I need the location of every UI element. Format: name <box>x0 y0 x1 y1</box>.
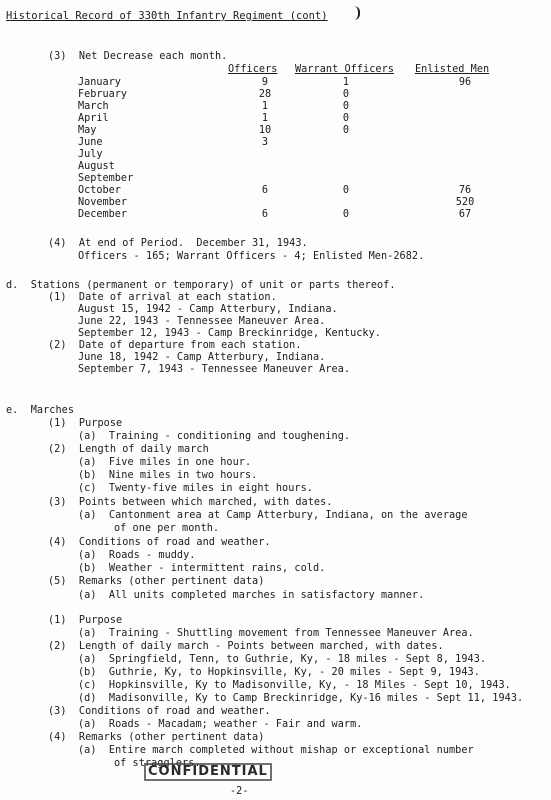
march-line: (2) Length of daily march <box>48 444 209 455</box>
table-row <box>78 149 518 161</box>
enlisted-cell: 76 <box>458 185 472 196</box>
officers-cell: 28 <box>258 89 272 100</box>
enlisted-cell: 67 <box>458 209 472 220</box>
march-line: (b) Guthrie, Ky, to Hopkinsville, Ky, - 20 miles - Sept 9, 1943. <box>78 667 480 678</box>
march-line: (5) Remarks (other pertinent data) <box>48 576 265 587</box>
table-row <box>78 101 518 113</box>
month-cell: October <box>78 185 121 196</box>
net-decrease-label: (3) Net Decrease each month. <box>48 51 228 62</box>
month-cell: May <box>78 125 97 136</box>
page-number: -2- <box>230 786 249 797</box>
table-row <box>78 113 518 125</box>
month-cell: February <box>78 89 128 100</box>
warrant-cell: 0 <box>342 125 350 136</box>
table-row <box>78 125 518 137</box>
col-header-enlisted-men: Enlisted Men <box>415 64 490 75</box>
march-line: (a) Roads - muddy. <box>78 550 196 561</box>
table-row <box>78 77 518 89</box>
enlisted-cell: 96 <box>458 77 472 88</box>
enlisted-cell: 520 <box>455 197 475 208</box>
march-line: of one per month. <box>114 523 220 534</box>
warrant-cell: 0 <box>342 209 350 220</box>
march-line: (4) Remarks (other pertinent data) <box>48 732 265 743</box>
stations-heading: d. Stations (permanent or temporary) of unit or parts thereof. <box>6 280 396 291</box>
officers-cell: 10 <box>258 125 272 136</box>
march-line: (a) All units completed marches in satisfactory manner. <box>78 590 425 601</box>
march-line: (d) Madisonville, Ky to Camp Breckinridge, Ky-16 miles - Sept 11, 1943. <box>78 693 524 704</box>
officers-cell: 9 <box>261 77 269 88</box>
march-line: (2) Length of daily march - Points between marched, with dates. <box>48 641 444 652</box>
col-header-officers: Officers <box>228 64 278 75</box>
march-line: (4) Conditions of road and weather. <box>48 537 271 548</box>
table-row <box>78 173 518 185</box>
arrival-item: August 15, 1942 - Camp Atterbury, Indiana. <box>78 304 338 315</box>
officers-cell: 6 <box>261 209 269 220</box>
march-line: (1) Purpose <box>48 615 123 626</box>
march-line: (a) Training - Shuttling movement from Tennessee Maneuver Area. <box>78 628 474 639</box>
month-cell: March <box>78 101 109 112</box>
table-row <box>78 137 518 149</box>
march-line: (3) Points between which marched, with dates. <box>48 497 333 508</box>
month-cell: December <box>78 209 128 220</box>
warrant-cell: 0 <box>342 185 350 196</box>
march-line: (3) Conditions of road and weather. <box>48 706 271 717</box>
officers-cell: 1 <box>261 101 269 112</box>
warrant-cell: 0 <box>342 101 350 112</box>
month-cell: June <box>78 137 103 148</box>
march-line: (a) Springfield, Tenn, to Guthrie, Ky, - 18 miles - Sept 8, 1943. <box>78 654 487 665</box>
warrant-cell: 1 <box>342 77 350 88</box>
page-header-title: Historical Record of 330th Infantry Regiment (cont) <box>6 10 328 22</box>
arrival-item: September 12, 1943 - Camp Breckinridge, Kentucky. <box>78 328 381 339</box>
month-cell: January <box>78 77 121 88</box>
table-row <box>78 185 518 197</box>
end-of-period-line: (4) At end of Period. December 31, 1943. <box>48 238 308 249</box>
march-line: (b) Nine miles in two hours. <box>78 470 258 481</box>
officers-cell: 3 <box>261 137 269 148</box>
month-cell: August <box>78 161 115 172</box>
departure-item: September 7, 1943 - Tennessee Maneuver Area. <box>78 364 351 375</box>
end-of-period-totals: Officers - 165; Warrant Officers - 4; Enlisted Men-2682. <box>78 251 425 262</box>
table-row <box>78 209 518 221</box>
month-cell: April <box>78 113 109 124</box>
confidential-stamp: CONFIDENTIAL <box>148 764 268 779</box>
month-cell: July <box>78 149 103 160</box>
table-row <box>78 89 518 101</box>
march-line: of stragglers. <box>114 758 201 769</box>
arrival-item: June 22, 1943 - Tennessee Maneuver Area. <box>78 316 326 327</box>
table-row <box>78 197 518 209</box>
warrant-cell: 0 <box>342 89 350 100</box>
col-header-warrant-officers: Warrant Officers <box>295 64 394 75</box>
march-line: (a) Cantonment area at Camp Atterbury, Indiana, on the average <box>78 510 468 521</box>
officers-cell: 6 <box>261 185 269 196</box>
departure-label: (2) Date of departure from each station. <box>48 340 302 351</box>
marches-heading: e. Marches <box>6 405 75 416</box>
march-line: (1) Purpose <box>48 418 123 429</box>
march-line: (a) Roads - Macadam; weather - Fair and warm. <box>78 719 363 730</box>
arrival-label: (1) Date of arrival at each station. <box>48 292 277 303</box>
warrant-cell: 0 <box>342 113 350 124</box>
month-cell: September <box>78 173 134 184</box>
march-line: (b) Weather - intermittent rains, cold. <box>78 563 326 574</box>
march-line: (a) Entire march completed without mishap or exceptional number <box>78 745 474 756</box>
departure-item: June 18, 1942 - Camp Atterbury, Indiana. <box>78 352 326 363</box>
march-line: (c) Hopkinsville, Ky to Madisonville, Ky, - 18 Miles - Sept 10, 1943. <box>78 680 511 691</box>
officers-cell: 1 <box>261 113 269 124</box>
header-bracket-mark <box>352 6 360 20</box>
march-line: (a) Five miles in one hour. <box>78 457 252 468</box>
march-line: (a) Training - conditioning and toughening. <box>78 431 351 442</box>
month-cell: November <box>78 197 128 208</box>
march-line: (c) Twenty-five miles in eight hours. <box>78 483 313 494</box>
table-row <box>78 161 518 173</box>
